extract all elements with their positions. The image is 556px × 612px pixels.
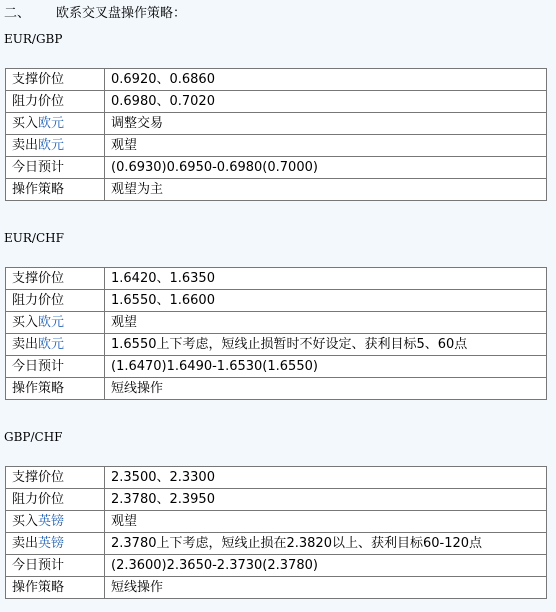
row-label: 操作策略 — [6, 577, 105, 599]
section-heading — [4, 4, 186, 24]
row-label — [6, 312, 105, 334]
table-row — [6, 555, 547, 577]
row-label-prefix: 卖出 — [12, 337, 39, 352]
row-label: 支撑价位 — [6, 467, 105, 489]
currency-link[interactable]: 欧元 — [38, 315, 65, 330]
row-label — [6, 135, 105, 157]
row-label-prefix: 卖出 — [12, 138, 39, 153]
row-label — [6, 511, 105, 533]
row-value: 1.6550、1.6600 — [105, 290, 547, 312]
strategy-table-gbp-chf — [5, 466, 547, 599]
row-label: 阻力价位 — [6, 489, 105, 511]
row-label: 操作策略 — [6, 378, 105, 400]
row-value: 0.6980、0.7020 — [105, 91, 547, 113]
row-value: (0.6930)0.6950-0.6980(0.7000) — [105, 157, 547, 179]
table-row — [6, 268, 547, 290]
row-label: 今日预计 — [6, 555, 105, 577]
currency-link[interactable]: 欧元 — [38, 138, 65, 153]
pair-title-eur-chf: EUR/CHF — [4, 231, 64, 245]
table-row — [6, 312, 547, 334]
row-label — [6, 334, 105, 356]
row-label: 支撑价位 — [6, 268, 105, 290]
row-value: 观望 — [105, 312, 547, 334]
row-label-prefix: 买入 — [12, 116, 39, 131]
pair-title-eur-gbp: EUR/GBP — [4, 32, 63, 46]
currency-link[interactable]: 英镑 — [38, 514, 65, 529]
row-value: 观望 — [105, 135, 547, 157]
row-label: 今日预计 — [6, 356, 105, 378]
table-row — [6, 356, 547, 378]
row-value: (1.6470)1.6490-1.6530(1.6550) — [105, 356, 547, 378]
row-value: 调整交易 — [105, 113, 547, 135]
row-label: 操作策略 — [6, 179, 105, 201]
table-row — [6, 577, 547, 599]
pair-title-gbp-chf: GBP/CHF — [4, 430, 63, 444]
section-number: 二、 — [4, 6, 31, 21]
strategy-table-eur-chf — [5, 267, 547, 400]
row-value: 1.6550上下考虑，短线止损暂时不好设定、获利目标5、60点 — [105, 334, 547, 356]
row-label — [6, 533, 105, 555]
row-label — [6, 113, 105, 135]
row-label: 今日预计 — [6, 157, 105, 179]
row-value: 2.3500、2.3300 — [105, 467, 547, 489]
row-label-prefix: 卖出 — [12, 536, 39, 551]
table-row — [6, 378, 547, 400]
row-label-prefix: 买入 — [12, 315, 39, 330]
table-row — [6, 135, 547, 157]
table-row — [6, 290, 547, 312]
row-label: 阻力价位 — [6, 91, 105, 113]
row-value: 0.6920、0.6860 — [105, 69, 547, 91]
section-title: 欧系交叉盘操作策略： — [56, 6, 187, 21]
table-row — [6, 113, 547, 135]
row-label-prefix: 买入 — [12, 514, 39, 529]
row-value: 观望 — [105, 511, 547, 533]
row-value: 2.3780上下考虑，短线止损在2.3820以上、获利目标60-120点 — [105, 533, 547, 555]
currency-link[interactable]: 欧元 — [38, 337, 65, 352]
table-row — [6, 467, 547, 489]
table-row — [6, 489, 547, 511]
row-value: 2.3780、2.3950 — [105, 489, 547, 511]
row-value: 短线操作 — [105, 378, 547, 400]
table-row — [6, 179, 547, 201]
row-value: (2.3600)2.3650-2.3730(2.3780) — [105, 555, 547, 577]
currency-link[interactable]: 欧元 — [38, 116, 65, 131]
table-row — [6, 511, 547, 533]
currency-link[interactable]: 英镑 — [38, 536, 65, 551]
strategy-table-eur-gbp — [5, 68, 547, 201]
row-value: 观望为主 — [105, 179, 547, 201]
table-row — [6, 334, 547, 356]
row-value: 短线操作 — [105, 577, 547, 599]
row-label: 阻力价位 — [6, 290, 105, 312]
table-row — [6, 533, 547, 555]
row-label: 支撑价位 — [6, 69, 105, 91]
table-row — [6, 69, 547, 91]
row-value: 1.6420、1.6350 — [105, 268, 547, 290]
table-row — [6, 91, 547, 113]
table-row — [6, 157, 547, 179]
